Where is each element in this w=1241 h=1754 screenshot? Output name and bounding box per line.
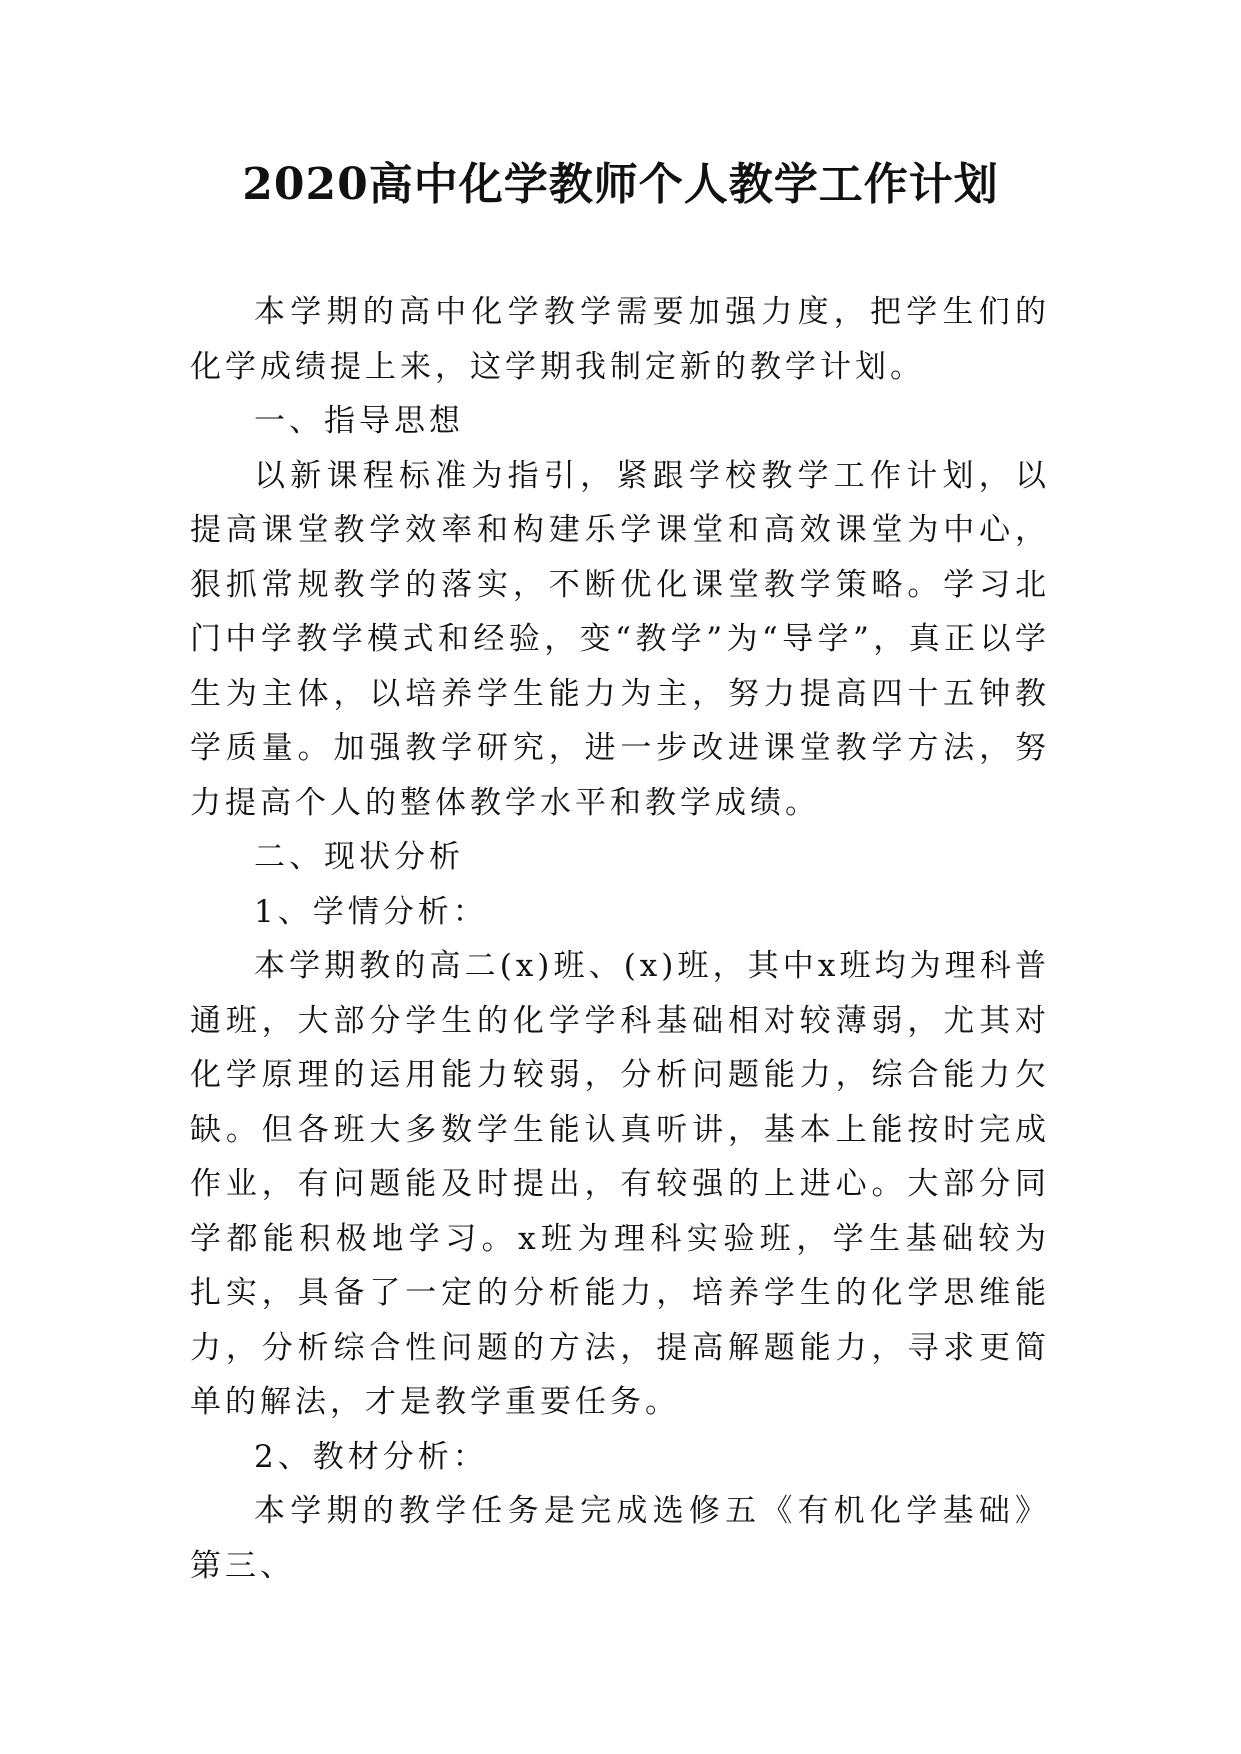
section-heading-guiding-ideology: 一、指导思想 — [254, 403, 464, 439]
textbook-analysis-paragraph: 本学期的教学任务是完成选修五《有机化学基础》第三、 — [190, 1493, 1050, 1584]
subheading-textbook-analysis: 2、教材分析： — [254, 1438, 488, 1475]
student-analysis-paragraph: 本学期教的高二(x)班、(x)班，其中x班均为理科普通班，大部分学生的化学学科基础相对较薄弱，尤其对化学原理的运用能力较弱，分析问题能力，综合能力欠缺。但各班大多数学生能认真听讲，基本上能按时完成作业，有问题能及时提出，有较强的上进心。大部分同学都能积极地学习。x班为理科实验班，学生基础较为扎实，具备了一定的分析能力，培养学生的化学思维能力，分析综合性问题的方法，提高解题能力，寻求更简单的解法，才是教学重要任务。 — [190, 948, 1050, 1420]
intro-paragraph: 本学期的高中化学教学需要加强力度，把学生们的化学成绩提上来，这学期我制定新的教学计划。 — [190, 294, 1050, 385]
section-heading-current-analysis: 二、现状分析 — [254, 839, 464, 875]
document-body — [190, 285, 1050, 1593]
guiding-ideology-paragraph: 以新课程标准为指引，紧跟学校教学工作计划，以提高课堂教学效率和构建乐学课堂和高效课堂为中心，狠抓常规教学的落实，不断优化课堂教学策略。学习北门中学教学模式和经验，变“教学”为“导学”，真正以学生为主体，以培养学生能力为主，努力提高四十五钟教学质量。加强教学研究，进一步改进课堂教学方法，努力提高个人的整体教学水平和教学成绩。 — [190, 457, 1050, 821]
document-title: 2020高中化学教师个人教学工作计划 — [242, 159, 999, 210]
subheading-student-analysis: 1、学情分析： — [254, 893, 488, 930]
